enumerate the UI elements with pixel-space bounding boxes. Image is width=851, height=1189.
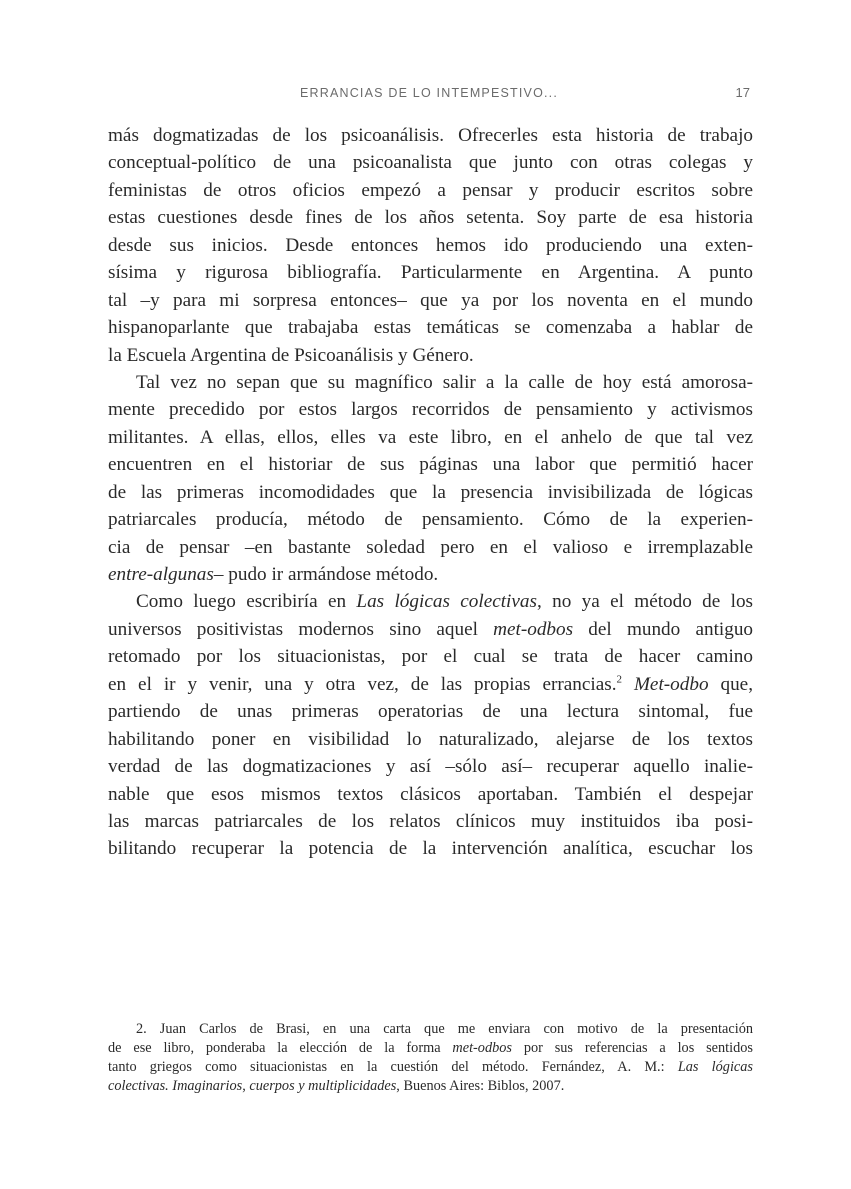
italic-term: Met-odbo [622,673,709,695]
footnote-reference[interactable]: 2 [616,673,622,686]
body-line: las marcas patriarcales de los relatos clínicos muy instituidos iba posi- [108,810,753,832]
footnote-line [108,1039,753,1058]
footnote-line [108,1077,753,1096]
footnote-text: de ese libro, ponderaba la elección de la forma [108,1040,453,1056]
running-head [108,84,750,104]
body-line-text: del mundo antiguo [573,618,754,640]
footnote-text: por sus referencias a los sentidos [511,1040,753,1056]
body-line: nable que esos mismos textos clásicos aportaban. También el despejar [108,783,753,805]
italic-term: met-odbos [493,618,574,640]
body-line: retomado por los situacionistas, por el cual se trata de hacer camino [108,646,753,668]
body-line [108,671,753,698]
body-line: desde sus inicios. Desde entonces hemos ido produciendo una exten- [108,234,753,256]
italic-term: entre-algunas– [108,564,224,585]
body-line [108,616,753,643]
body-line: más dogmatizadas de los psicoanálisis. Ofrecerles esta historia de trabajo [108,125,753,146]
body-line: hispanoparlante que trabajaba estas temáticas se comenzaba a hablar de [108,317,753,339]
body-line-text: universos positivistas modernos sino aquel [108,618,494,640]
book-title: colectivas. Imaginarios [108,1078,243,1094]
book-title: cuerpos y multiplicidades [249,1078,397,1094]
footnote-text: , Buenos Aires: Biblos, 2007. [396,1078,565,1094]
body-line [108,588,753,615]
body-line: mente precedido por estos largos recorridos de pensamiento y activismos [108,399,753,421]
body-line-text: en el ir y venir, una y otra vez, de las propias errancias. [108,673,617,695]
body-line: feministas de otros oficios empezó a pensar y producir escritos sobre [108,179,753,201]
body-line-text: , no ya el método de los [536,591,754,613]
body-line: Tal vez no sepan que su magnífico salir a la calle de hoy está amorosa- [136,371,753,393]
body-line: partiendo de unas primeras operatorias de una lectura sintomal, fue [108,701,753,723]
book-title: Las lógicas colectivas [356,591,537,613]
body-line-text: que, [708,673,753,695]
body-text [108,122,753,863]
footnote-line [108,1058,753,1077]
book-title: Las lógicas [677,1059,753,1075]
body-line: sísima y rigurosa bibliografía. Particularmente en Argentina. A punto [108,262,753,284]
footnote-line: 2. Juan Carlos de Brasi, en una carta que me enviara con motivo de la presentación [136,1021,753,1037]
running-title: ERRANCIAS DE LO INTEMPESTIVO... [299,86,559,100]
body-line: habilitando poner en visibilidad lo naturalizado, alejarse de los textos [108,728,753,750]
body-line: encuentren en el historiar de sus páginas una labor que permitió hacer [108,454,753,476]
footnote [108,1020,753,1096]
footnote-text: , [242,1078,250,1094]
body-line-text: Como luego escribiría en [136,591,357,613]
page-number: 17 [735,85,750,100]
body-line: tal –y para mi sorpresa entonces– que ya por los noventa en el mundo [108,289,753,311]
body-line [108,561,753,588]
body-line-text: pudo ir armándose método. [223,564,439,585]
body-line: verdad de las dogmatizaciones y así –sólo así– recuperar aquello inalie- [108,756,753,778]
footnote-text: tanto griegos como situacionistas en la cuestión del método. Fernández, A. M.: [108,1059,678,1075]
body-line: conceptual-político de una psicoanalista que junto con otras colegas y [108,152,753,174]
body-line: la Escuela Argentina de Psicoanálisis y Género. [108,344,474,366]
italic-term: met-odbos [452,1040,512,1056]
body-line: patriarcales producía, método de pensamiento. Cómo de la experien- [108,509,753,531]
body-line: militantes. A ellas, ellos, elles va este libro, en el anhelo de que tal vez [108,426,753,448]
body-line: de las primeras incomodidades que la presencia invisibilizada de lógicas [108,481,753,503]
body-line: cia de pensar –en bastante soledad pero en el valioso e irremplazable [108,536,753,558]
body-line: bilitando recuperar la potencia de la intervención analítica, escuchar los [108,838,753,860]
body-line: estas cuestiones desde fines de los años setenta. Soy parte de esa historia [108,207,753,229]
